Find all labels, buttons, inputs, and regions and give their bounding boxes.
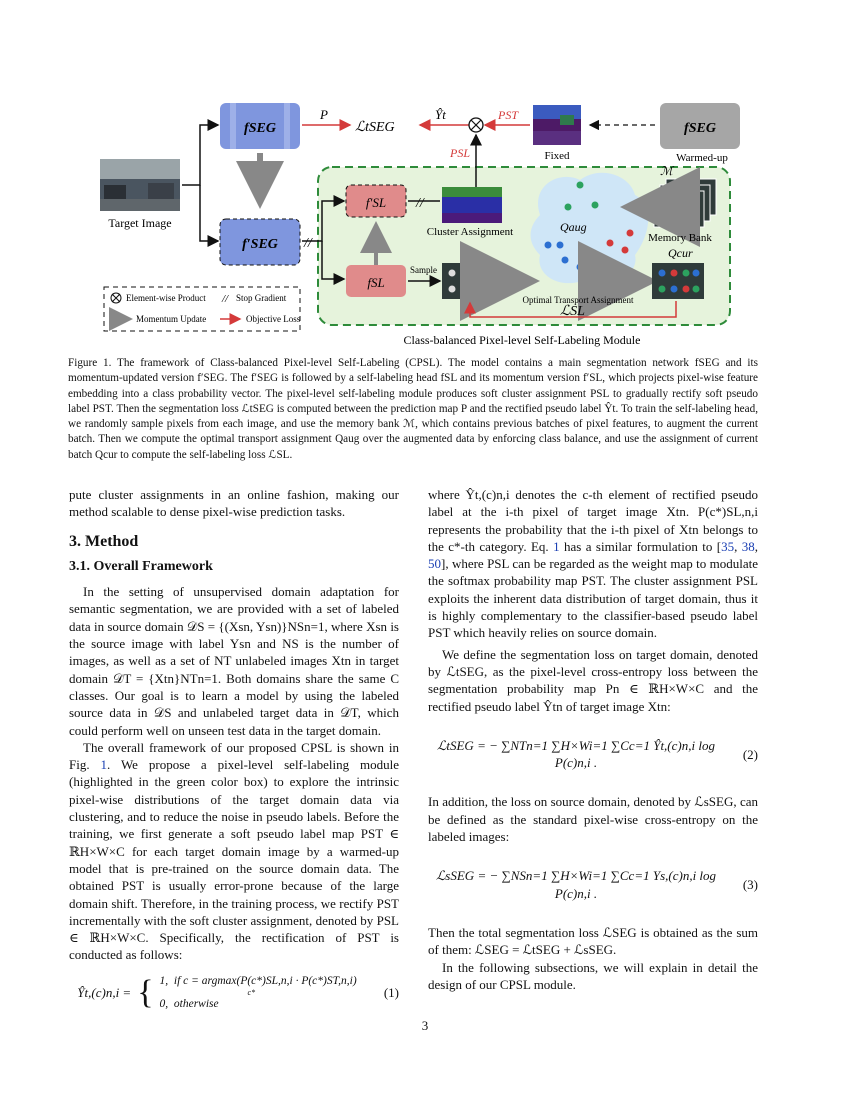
fixed-pseudo-label-image [533,105,581,145]
stop-gradient-mark: // [304,236,312,251]
paragraph-framework [69,739,399,964]
q-aug-label: Qaug [560,220,587,234]
fseg-prime-label: f′SEG [242,237,278,252]
legend-momentum: Momentum Update [136,314,207,324]
q-cur-grid [652,263,704,299]
eq1-case1-sub: c* [247,987,256,997]
legend-stop-gradient: Stop Gradient [236,293,287,303]
rectify-text-c: ], where PSL can be regarded as the weight map to modulate the softmax probability map PST. The cluster assignment PSL exploits the inherent data distribution of target domain, thus it is highly complementary to the classifier-based pseudo label PST which heavily relies on source domain. [428,556,758,641]
legend-stop-gradient-icon: // [222,293,229,305]
prediction-p-label: P [320,107,328,122]
loss-seg-label: ℒtSEG [355,120,395,135]
paragraph-source-loss: In addition, the loss on source domain, denoted by ℒsSEG, can be defined as the standard pixel-wise cross-entropy on the labeled images: [428,794,758,845]
y-hat-label: Ŷt [435,107,446,122]
cluster-assignment-label: Cluster Assignment [426,226,514,238]
paragraph-setting: In the setting of unsupervised domain adaptation for semantic segmentation, we are provided with a set of labeled data in source domain 𝒟S = {(Xsn, Ysn)}NSn=1, where Xsn is the source image with label Ysn and NS is the number of images, as well as a set of NT unlabeled images Xtn in target domain 𝒟T = {Xtn}NTn=1. Both domains share the same C classes. Our goal is to learn a model by using the labeled source data in 𝒟S and unlabeled target data in 𝒟T, which could perform well on unseen test data in the target domain. [69,584,399,738]
target-image-label: Target Image [108,216,172,230]
fseg-label: fSEG [244,121,276,136]
paragraph-next: In the following subsections, we will explain in detail the design of our CPSL module. [428,959,758,992]
eq2-body: ℒtSEG = − ∑NTn=1 ∑H×Wi=1 ∑Cc=1 Ŷt,(c)n,i log P(c)n,i . [437,737,715,771]
q-aug-cluster-blob [531,173,649,283]
subsection-title: 3.1. Overall Framework [69,558,213,574]
eq1-case1-value: 1, [159,974,169,987]
cluster-assignment-image [442,187,502,223]
memory-bank-symbol: ℳ [660,164,673,178]
memory-bank-stack [654,179,716,227]
section-title: 3. Method [69,532,139,550]
eq2-number: (2) [742,746,758,762]
eq3-number: (3) [742,876,758,892]
framework-text-a: The overall framework of our proposed CPSL is shown in Fig. [69,739,399,773]
paragraph-total-loss: Then the total segmentation loss ℒSEG is obtained as the sum of them: ℒSEG = ℒtSEG + ℒsSEG. [428,924,758,958]
module-title: Class-balanced Pixel-level Self-Labeling Module [403,333,641,347]
ref-35-link[interactable]: 35 [721,538,735,554]
stop-gradient-mark-2: // [416,196,424,211]
ref-38-link[interactable]: 38 [741,538,755,554]
legend-objective: Objective Loss [246,314,301,324]
fseg-warm-label: fSEG [684,121,716,136]
eq1-case1-cond: if c = argmax(P(c*)SL,n,i · P(c*)ST,n,i) [173,974,357,987]
p-st-label: PST [498,108,519,122]
intro-text: pute cluster assignments in an online fashion, making our method scalable to dense pixel-wise prediction tasks. [69,487,399,520]
paragraph-seg-loss: We define the segmentation loss on target domain, denoted by ℒtSEG, as the pixel-level cross-entropy loss between the segmentation probability map Pn ∈ ℝH×W×C and the rectified pseudo label Ŷtn of target image Xtn: [428,646,758,714]
eq3-body: ℒsSEG = − ∑NSn=1 ∑H×Wi=1 ∑Cc=1 Ys,(c)n,i log P(c)n,i . [435,868,717,901]
page-number: 3 [421,1018,429,1033]
right-column [428,486,758,993]
framework-figure [90,95,760,350]
rectify-text-b: has a similar formulation to [ [559,538,722,554]
left-column [69,486,399,1022]
sampled-pixels-grid [442,263,494,299]
fixed-label: Fixed [544,150,570,162]
fsl-label: fSL [367,275,385,290]
paragraph-rectify: where Ŷt,(c)n,i denotes the c-th element of rectified pseudo label at the i-th pixel of target image Xtn. P(c*)SL,n,i represents the probability that the i-th pixel of Xtn belongs to the c*-th category. Eq. 1 has a similar formulation to [35, 38, 50], where PSL can be regarded as the weight map to modulate the softmax probability map PST. The cluster assignment PSL exploits the inherent data distribution of target domain, thus it is highly complementary to the classifier-based pseudo label PST which heavily relies on source domain. [428,487,758,641]
eq1-brace: { [137,973,154,1011]
p-sl-label: PSL [450,146,471,160]
rectify-text-a: where Ŷt,(c)n,i denotes the c-th element of rectified pseudo label at the i-th pixel of target image Xtn. P(c*)SL,n,i represents the probability that the i-th pixel of Xtn belongs to the c*-th category. Eq. [428,487,758,554]
equation-1 [69,974,399,1012]
sample-label: Sample [410,265,437,275]
legend-elementwise: Element-wise Product [126,293,206,303]
framework-diagram [90,95,760,350]
fig-1-link[interactable]: 1 [100,757,108,773]
loss-sl-label: ℒSL [560,304,585,319]
warmed-up-label: Warmed-up [676,152,728,164]
equation-2 [428,737,758,772]
framework-text-b: . We propose a pixel-level self-labeling module (highlighted in the green color box) to explore the intrinsic pixel-wise distributions of the target domain data via clustering, and to reduce the noise in pseudo labels. Before the training, we first generate a soft pseudo label map PST ∈ ℝH×W×C for each target domain image by a warmed-up model that is pre-trained on the source domain data. The obtained PST is usually error-prone because of the large domain shift. Therefore, in the training process, we rectify PST incrementally with the soft cluster assignment, denoted by PSL ∈ ℝH×W×C. Specifically, the rectification of PST is conducted as follows: [69,757,400,963]
figure-caption: Figure 1. The framework of Class-balanced Pixel-level Self-Labeling (CPSL). The model contains a main segmentation network fSEG and its momentum-updated version f′SEG. The f′SEG is followed by a self-labeling head fSL and its momentum version f′SL, which projects pixel-wise feature embedding into a class probability vector. The pixel-level self-labeling module produces soft cluster assignment PSL to gradually rectify soft pseudo label PST. Then the segmentation loss ℒtSEG is computed between the prediction map P and the rectified pseudo label Ŷt. To train the self-labeling head, we randomly sample pixels from each image, and use the memory bank ℳ, which contains previous batches of pixel features, to augment the current batch. Then we compute the optimal transport assignment Qaug over the augmented data by enforcing class balance, and use the assignment of current batch Qcur to compute the self-labeling loss ℒSL. [68,357,758,461]
ref-50-link[interactable]: 50 [428,556,441,572]
fsl-prime-label: f′SL [365,195,387,210]
optimal-transport-label: Optimal Transport Assignment [522,295,634,305]
eq1-lhs: Ŷt,(c)n,i = [77,985,132,1001]
q-cur-label: Qcur [668,246,693,260]
eq1-number: (1) [383,985,399,1001]
memory-bank-label: Memory Bank [648,232,712,244]
eq1-case2-value: 0, [159,997,169,1010]
eq-1-link[interactable]: 1 [553,538,560,554]
eq1-case2-cond: otherwise [173,997,219,1010]
target-image [100,159,180,211]
equation-3 [428,867,758,902]
